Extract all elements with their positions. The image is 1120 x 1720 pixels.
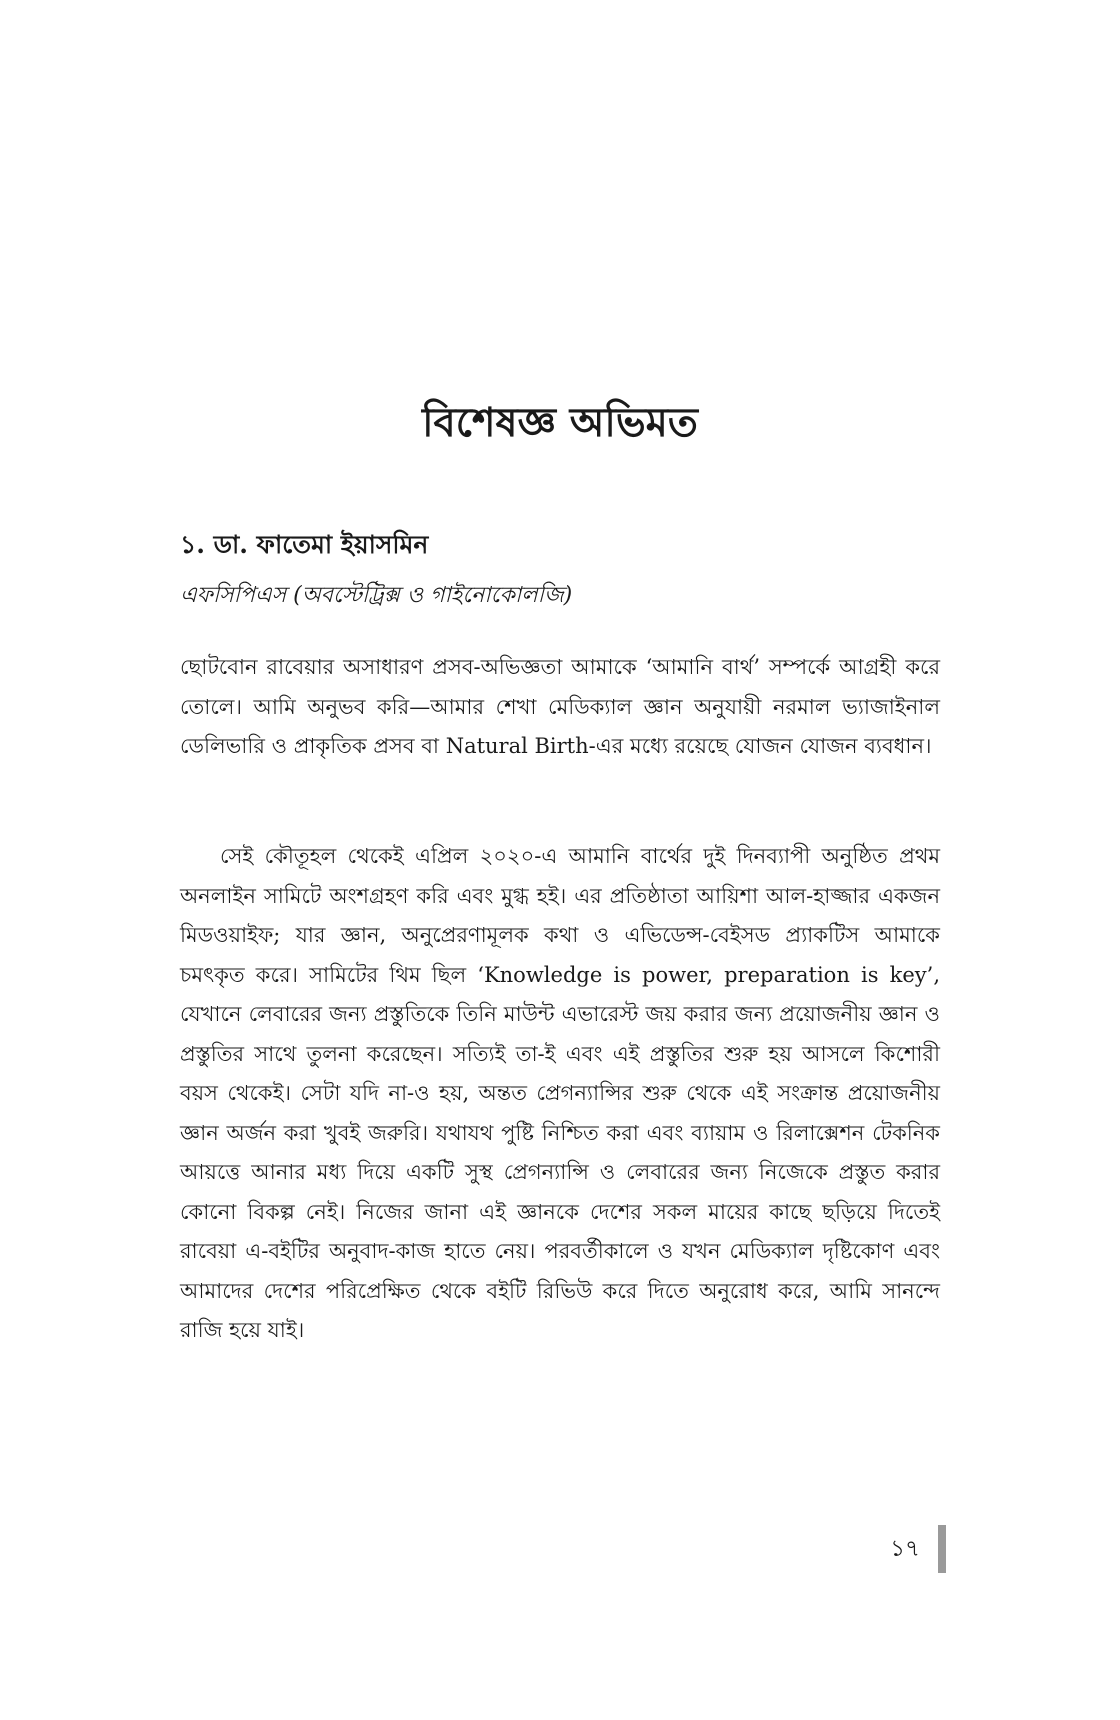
section-subtitle: এফসিপিএস (অবস্টেট্রিক্স ও গাইনোকোলজি) [180, 583, 573, 608]
body-paragraph: সেই কৌতূহল থেকেই এপ্রিল ২০২০-এ আমানি বার্থের দুই দিনব্যাপী অনুষ্ঠিত প্রথম অনলাইন সামিটে অংশগ্রহণ করি এবং মুগ্ধ হই। এর প্রতিষ্ঠাতা আয়িশা আল-হাজ্জার একজন মিডওয়াইফ; যার জ্ঞান, অনুপ্রেরণামূলক কথা ও এভিডেন্স-বেইসড প্র্যাকটিস আমাকে চমৎকৃত করে। সামিটের থিম ছিল ‘Knowledge is power, preparation is key’, যেখানে লেবারের জন্য প্রস্তুতিকে তিনি মাউন্ট এভারেস্ট জয় করার জন্য প্রয়োজনীয় জ্ঞান ও প্রস্তুতির সাথে তুলনা করেছেন। সত্যিই তা-ই এবং এই প্রস্তুতির শুরু হয় আসলে কিশোরী বয়স থেকেই। সেটা যদি না-ও হয়, অন্তত প্রেগন্যান্সির শুরু থেকে এই সংক্রান্ত প্রয়োজনীয় জ্ঞান অর্জন করা খুবই জরুরি। যথাযথ পুষ্টি নিশ্চিত করা এবং ব্যায়াম ও রিলাক্সেশন টেকনিক আয়ত্তে আনার মধ্য দিয়ে একটি সুস্থ প্রেগন্যান্সি ও লেবারের জন্য নিজেকে প্রস্তুত করার কোনো বিকল্প নেই। নিজের জানা এই জ্ঞানকে দেশের সকল মায়ের কাছে ছড়িয়ে দিতেই রাবেয়া এ-বইটির অনুবাদ-কাজ হাতে নেয়। পরবর্তীকালে ও যখন মেডিক্যাল দৃষ্টিকোণ এবং আমাদের দেশের পরিপ্রেক্ষিত থেকে বইটি রিভিউ করে দিতে অনুরোধ করে, আমি সানন্দে রাজি হয়ে যাই। [180, 844, 940, 1342]
section-heading: ১. ডা. ফাতেমা ইয়াসমিন [180, 530, 429, 559]
footer-rule [938, 1525, 946, 1573]
page-title: বিশেষজ্ঞ অভিমত [422, 399, 698, 446]
page-number: ১৭ [890, 1536, 920, 1562]
body-paragraph: ছোটবোন রাবেয়ার অসাধারণ প্রসব-অভিজ্ঞতা আমাকে ‘আমানি বার্থ’ সম্পর্কে আগ্রহী করে তোলে। আমি অনুভব করি—আমার শেখা মেডিক্যাল জ্ঞান অনুযায়ী নরমাল ভ্যাজাইনাল ডেলিভারি ও প্রাকৃতিক প্রসব বা Natural Birth-এর মধ্যে রয়েছে যোজন যোজন ব্যবধান। [180, 655, 940, 758]
